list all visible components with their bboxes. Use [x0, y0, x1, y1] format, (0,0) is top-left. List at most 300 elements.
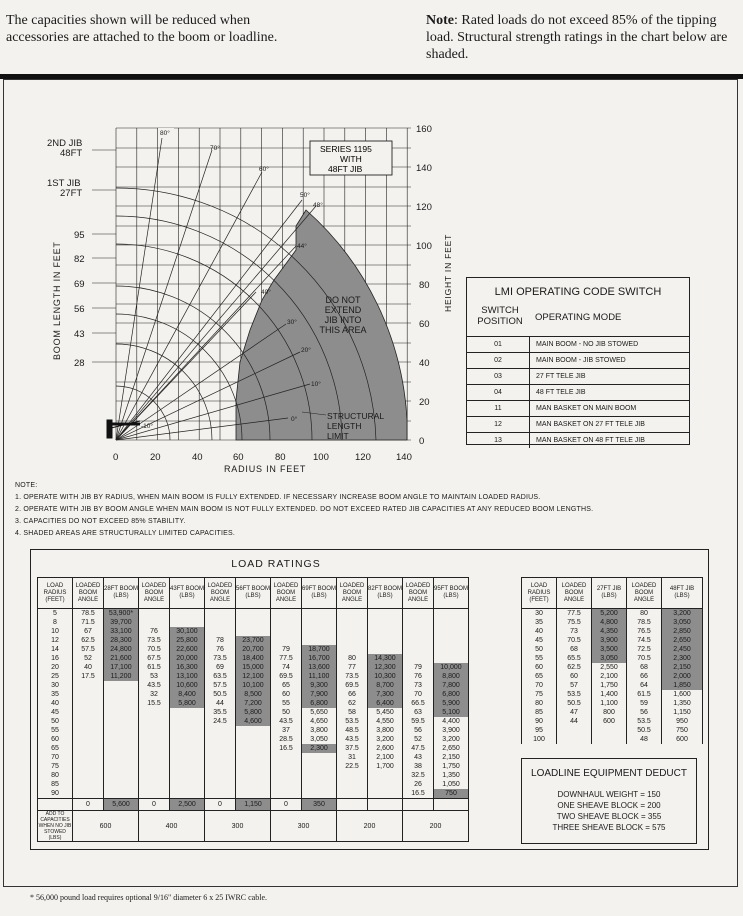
deduct-title: LOADLINE EQUIPMENT DEDUCT	[531, 768, 687, 779]
series-line-1: SERIES 1195	[320, 144, 372, 154]
table-cell: 44	[205, 699, 236, 708]
table-cell: 55	[38, 726, 73, 735]
table-cell	[170, 717, 205, 726]
table-cell	[139, 609, 170, 619]
table-cell: 10,100	[236, 681, 271, 690]
table-cell: 62.5	[557, 663, 592, 672]
table-cell: 73.5	[139, 636, 170, 645]
table-cell: 18,700	[302, 645, 337, 654]
table-cell: 50	[271, 708, 302, 717]
table-cell: 79	[271, 645, 302, 654]
table-cell: 57.5	[205, 681, 236, 690]
table-cell: 1,750	[592, 681, 627, 690]
table-row	[38, 672, 469, 681]
table-cell: 12,100	[236, 672, 271, 681]
table-cell: 59.5	[403, 717, 434, 726]
table-cell	[271, 780, 302, 789]
column-header: LOADED BOOM ANGLE	[627, 578, 662, 609]
table-row	[38, 654, 469, 663]
lmi-code: 01	[467, 337, 530, 353]
jib-label-2nd: 2ND JIB	[47, 138, 83, 149]
table-cell	[271, 609, 302, 619]
table-cell	[337, 780, 368, 789]
table-cell	[337, 618, 368, 627]
table-cell: 64	[627, 681, 662, 690]
table-cell	[337, 789, 368, 799]
table-cell: 5,650	[302, 708, 337, 717]
table-cell: 600	[592, 717, 627, 726]
table-cell: 50.5	[627, 726, 662, 735]
radius-tick-80: 80	[275, 452, 286, 463]
table-row	[522, 672, 703, 681]
table-cell: 8,700	[368, 681, 403, 690]
table-cell: 70	[403, 690, 434, 699]
table-cell	[403, 627, 434, 636]
lmi-code-switch-table	[466, 277, 690, 445]
table-cell	[104, 762, 139, 771]
table-cell	[302, 609, 337, 619]
add-capacity-value: 400	[139, 811, 205, 842]
table-cell: 9,300	[302, 681, 337, 690]
table-cell: 73	[557, 627, 592, 636]
table-cell: 70.5	[627, 654, 662, 663]
radius-tick-140: 140	[396, 452, 412, 463]
table-cell: 5,900	[434, 699, 469, 708]
table-cell: 73.5	[205, 654, 236, 663]
table-row	[522, 735, 703, 744]
table-cell: 65	[522, 672, 557, 681]
table-cell	[271, 753, 302, 762]
table-cell: 10,600	[170, 681, 205, 690]
table-row	[38, 699, 469, 708]
table-cell: 53.5	[557, 690, 592, 699]
table-cell	[139, 771, 170, 780]
table-cell	[170, 726, 205, 735]
add-capacity-value: 200	[337, 811, 403, 842]
jib-sub-1st: 27FT	[60, 188, 83, 199]
table-row	[38, 789, 469, 799]
table-cell: 3,800	[302, 726, 337, 735]
table-cell: 4,650	[302, 717, 337, 726]
table-cell: 2,650	[434, 744, 469, 753]
table-cell: 0	[271, 799, 302, 811]
sl-line-3: LIMIT	[327, 431, 349, 441]
table-cell	[337, 636, 368, 645]
table-cell	[236, 753, 271, 762]
table-cell: 5,800	[170, 699, 205, 708]
do-not-extend-text	[319, 295, 366, 335]
table-row	[38, 645, 469, 654]
table-cell	[73, 789, 104, 799]
table-row	[38, 708, 469, 717]
table-cell: 2,300	[662, 654, 703, 663]
column-header: LOADED BOOM ANGLE	[139, 578, 170, 609]
table-cell	[236, 726, 271, 735]
table-cell: 65	[271, 681, 302, 690]
table-cell: 32	[139, 690, 170, 699]
table-cell	[104, 699, 139, 708]
table-cell: 76	[205, 645, 236, 654]
table-cell	[170, 618, 205, 627]
table-cell: 30,100	[170, 627, 205, 636]
table-cell: 7,200	[236, 699, 271, 708]
table-cell: 3,050	[302, 735, 337, 744]
table-cell: 66	[337, 690, 368, 699]
table-cell: 38	[403, 762, 434, 771]
table-row	[522, 618, 703, 627]
lmi-row	[467, 385, 689, 401]
table-cell	[368, 780, 403, 789]
radius-tick-40: 40	[192, 452, 203, 463]
table-cell: 70	[522, 681, 557, 690]
table-cell: 59	[627, 699, 662, 708]
sl-line-2: LENGTH	[327, 421, 362, 431]
deduct-line: THREE SHEAVE BLOCK = 575	[552, 823, 666, 832]
angle-label-50: 50°	[300, 192, 310, 199]
table-cell: 57	[557, 681, 592, 690]
lmi-mode: 27 FT TELE JIB	[530, 369, 690, 385]
table-cell: 6,800	[302, 699, 337, 708]
column-header: 27FT JIB (LBS)	[592, 578, 627, 609]
angle-label-48: 48°	[313, 202, 323, 209]
lmi-row	[467, 369, 689, 385]
table-cell	[205, 735, 236, 744]
table-cell: 35	[522, 618, 557, 627]
table-cell: 8,800	[434, 672, 469, 681]
table-cell: 26	[403, 780, 434, 789]
angle-label-20: 20°	[301, 347, 311, 354]
table-cell: 1,400	[592, 690, 627, 699]
table-cell: 5	[38, 609, 73, 619]
column-header: LOADED BOOM ANGLE	[337, 578, 368, 609]
table-cell: 100	[522, 735, 557, 744]
table-cell: 1,850	[662, 681, 703, 690]
table-cell	[368, 771, 403, 780]
table-cell: 70.5	[557, 636, 592, 645]
table-row	[522, 699, 703, 708]
table-cell	[302, 618, 337, 627]
deduct-line: TWO SHEAVE BLOCK = 355	[556, 812, 662, 821]
lmi-mode: MAN BASKET ON 27 FT TELE JIB	[530, 417, 690, 433]
note-label: Note	[426, 13, 454, 28]
note-text: : Rated loads do not exceed 85% of the tipping load. Structural strength ratings in the chart below are shaded.	[426, 13, 728, 62]
table-cell: 78.5	[627, 618, 662, 627]
table-cell: 350	[302, 799, 337, 811]
table-cell: 3,200	[662, 609, 703, 619]
table-cell: 53.5	[337, 717, 368, 726]
table-cell: 45	[522, 636, 557, 645]
column-header: LOADED BOOM ANGLE	[557, 578, 592, 609]
notes-heading: NOTE:	[15, 482, 38, 489]
table-cell	[302, 636, 337, 645]
table-cell	[236, 618, 271, 627]
table-cell: 8,400	[170, 690, 205, 699]
table-cell	[368, 627, 403, 636]
column-header: LOAD RADIUS (FEET)	[38, 578, 73, 609]
table-cell	[170, 744, 205, 753]
table-cell: 62.5	[73, 636, 104, 645]
table-cell: 76	[403, 672, 434, 681]
table-cell	[139, 780, 170, 789]
table-cell: 56	[627, 708, 662, 717]
table-cell: 1,350	[434, 771, 469, 780]
table-cell	[139, 726, 170, 735]
table-cell: 40	[38, 699, 73, 708]
table-cell: 14	[38, 645, 73, 654]
table-cell	[337, 627, 368, 636]
table-cell: 80	[337, 654, 368, 663]
add-capacity-value: 300	[271, 811, 337, 842]
table-cell: 74	[271, 663, 302, 672]
table-cell	[236, 744, 271, 753]
table-cell	[104, 735, 139, 744]
lmi-code: 04	[467, 385, 530, 401]
table-cell: 50	[522, 645, 557, 654]
sl-line-1: STRUCTURAL	[327, 411, 385, 421]
boom-axis-label: BOOM LENGTH IN FEET	[52, 241, 62, 360]
table-cell: 2,300	[302, 744, 337, 753]
table-cell	[73, 771, 104, 780]
table-cell: 7,900	[302, 690, 337, 699]
table-cell	[302, 627, 337, 636]
table-cell: 47	[557, 708, 592, 717]
table-cell	[403, 799, 434, 811]
table-cell: 2,150	[662, 663, 703, 672]
table-cell: 15,000	[236, 663, 271, 672]
table-cell	[170, 708, 205, 717]
table-cell: 1,150	[236, 799, 271, 811]
table-row	[522, 681, 703, 690]
table-cell: 4,400	[434, 717, 469, 726]
table-cell	[104, 726, 139, 735]
table-cell: 5,100	[434, 708, 469, 717]
table-cell: 2,100	[592, 672, 627, 681]
table-cell: 2,150	[434, 753, 469, 762]
table-cell: 20	[38, 663, 73, 672]
table-cell: 7,300	[368, 690, 403, 699]
table-cell: 48.5	[337, 726, 368, 735]
add-capacity-value: 200	[403, 811, 469, 842]
table-cell: 53,900*	[104, 609, 139, 619]
table-cell: 15.5	[139, 699, 170, 708]
table-cell	[73, 699, 104, 708]
table-cell: 5,600	[104, 799, 139, 811]
boom-length-28: 28	[74, 358, 85, 369]
lmi-code: 03	[467, 369, 530, 385]
table-cell: 24,800	[104, 645, 139, 654]
table-cell: 39,700	[104, 618, 139, 627]
table-header-row	[38, 578, 469, 609]
table-cell: 2,550	[592, 663, 627, 672]
table-cell: 58	[337, 708, 368, 717]
table-row	[522, 627, 703, 636]
table-cell	[434, 609, 469, 619]
table-cell: 61.5	[139, 663, 170, 672]
lmi-mode: 48 FT TELE JIB	[530, 385, 690, 401]
radius-tick-100: 100	[313, 452, 329, 463]
angle-label-0: 0°	[291, 416, 298, 423]
table-cell	[271, 627, 302, 636]
table-cell: 24.5	[205, 717, 236, 726]
table-row	[38, 753, 469, 762]
angle-label-30: 30°	[287, 319, 297, 326]
table-cell: 43.5	[139, 681, 170, 690]
deduct-line: ONE SHEAVE BLOCK = 200	[557, 801, 661, 810]
table-cell	[434, 636, 469, 645]
table-cell: 62	[337, 699, 368, 708]
table-row	[522, 708, 703, 717]
table-cell	[403, 654, 434, 663]
dne-line-1: DO NOT	[325, 295, 361, 305]
table-row	[38, 618, 469, 627]
boom-length-43: 43	[74, 329, 85, 340]
table-cell	[170, 789, 205, 799]
table-cell: 1,600	[662, 690, 703, 699]
table-cell: 750	[434, 789, 469, 799]
table-cell: 8	[38, 618, 73, 627]
table-cell: 52	[403, 735, 434, 744]
table-row	[38, 627, 469, 636]
table-cell: 950	[662, 717, 703, 726]
table-header-row	[522, 578, 703, 609]
table-cell: 52	[73, 654, 104, 663]
table-cell	[170, 753, 205, 762]
table-cell	[236, 789, 271, 799]
series-box	[310, 141, 392, 175]
table-cell: 80	[38, 771, 73, 780]
table-cell: 90	[522, 717, 557, 726]
table-cell	[368, 609, 403, 619]
table-cell: 69.5	[271, 672, 302, 681]
angle-label-10: 10°	[311, 381, 321, 388]
table-cell	[434, 627, 469, 636]
table-cell: 25,800	[170, 636, 205, 645]
table-cell	[236, 762, 271, 771]
load-ratings-panel	[30, 549, 709, 850]
table-cell: 65	[38, 744, 73, 753]
table-cell: 8,500	[236, 690, 271, 699]
table-cell	[139, 708, 170, 717]
table-cell	[271, 636, 302, 645]
lmi-mode: MAN BASKET ON 48 FT TELE JIB	[530, 433, 690, 449]
table-cell: 35	[38, 690, 73, 699]
table-cell	[73, 735, 104, 744]
table-cell	[434, 799, 469, 811]
angle-label-70: 70°	[210, 145, 220, 152]
table-cell	[403, 636, 434, 645]
table-cell	[205, 771, 236, 780]
table-row	[522, 609, 703, 619]
height-tick-0: 0	[419, 436, 425, 447]
table-cell: 1,700	[368, 762, 403, 771]
table-cell: 6,400	[368, 699, 403, 708]
table-row	[38, 690, 469, 699]
table-cell	[205, 780, 236, 789]
table-cell	[302, 762, 337, 771]
table-cell	[368, 645, 403, 654]
jib-load-table	[521, 577, 703, 744]
column-header: 43FT BOOM (LBS)	[170, 578, 205, 609]
lmi-col-switch: SWITCH POSITION	[477, 305, 523, 327]
table-cell	[205, 609, 236, 619]
table-cell: 14,300	[368, 654, 403, 663]
angle-label-44: 44°	[297, 243, 307, 250]
table-cell	[368, 799, 403, 811]
table-cell	[170, 771, 205, 780]
table-cell: 16	[38, 654, 73, 663]
table-cell: 20,000	[170, 654, 205, 663]
table-cell: 32.5	[403, 771, 434, 780]
table-cell: 63	[403, 708, 434, 717]
boom-length-69: 69	[74, 279, 85, 290]
table-row	[522, 690, 703, 699]
table-cell: 1,750	[434, 762, 469, 771]
table-cell: 2,850	[662, 627, 703, 636]
table-cell: 73	[403, 681, 434, 690]
table-cell: 4,350	[592, 627, 627, 636]
table-cell	[104, 690, 139, 699]
table-cell: 28.5	[271, 735, 302, 744]
table-cell	[302, 780, 337, 789]
table-cell	[302, 753, 337, 762]
table-cell: 3,200	[368, 735, 403, 744]
add-capacity-value: 300	[205, 811, 271, 842]
table-cell: 28,300	[104, 636, 139, 645]
table-cell: 43.5	[337, 735, 368, 744]
height-tick-60: 60	[419, 319, 430, 330]
table-cell: 7,800	[434, 681, 469, 690]
table-cell	[38, 799, 73, 811]
table-cell: 23,700	[236, 636, 271, 645]
table-cell: 65.5	[557, 654, 592, 663]
table-cell: 2,500	[170, 799, 205, 811]
table-cell: 78	[205, 636, 236, 645]
table-cell: 25	[38, 672, 73, 681]
table-cell: 70.5	[139, 645, 170, 654]
table-row	[522, 717, 703, 726]
table-cell: 2,600	[368, 744, 403, 753]
column-header: 69FT BOOM (LBS)	[302, 578, 337, 609]
table-cell: 40	[522, 627, 557, 636]
table-cell: 600	[662, 735, 703, 744]
table-cell	[104, 717, 139, 726]
column-header: 82FT BOOM (LBS)	[368, 578, 403, 609]
table-row	[38, 609, 469, 619]
table-cell	[104, 780, 139, 789]
boom-length-95: 95	[74, 230, 85, 241]
height-tick-140: 140	[416, 163, 432, 174]
table-cell	[368, 789, 403, 799]
height-ticks	[416, 124, 453, 447]
jib-sub-2nd: 48FT	[60, 148, 83, 159]
table-cell: 16,300	[170, 663, 205, 672]
table-cell: 55	[522, 654, 557, 663]
table-cell: 53	[139, 672, 170, 681]
table-cell: 21,600	[104, 654, 139, 663]
table-row	[38, 735, 469, 744]
table-cell	[403, 645, 434, 654]
table-cell: 6,800	[434, 690, 469, 699]
angle-label-minus-10: -10°	[141, 423, 153, 430]
table-cell	[139, 717, 170, 726]
table-cell	[403, 618, 434, 627]
lmi-code: 12	[467, 417, 530, 433]
column-header: LOAD RADIUS (FEET)	[522, 578, 557, 609]
table-cell: 90	[38, 789, 73, 799]
table-cell	[139, 618, 170, 627]
table-cell: 43.5	[271, 717, 302, 726]
table-cell	[236, 771, 271, 780]
